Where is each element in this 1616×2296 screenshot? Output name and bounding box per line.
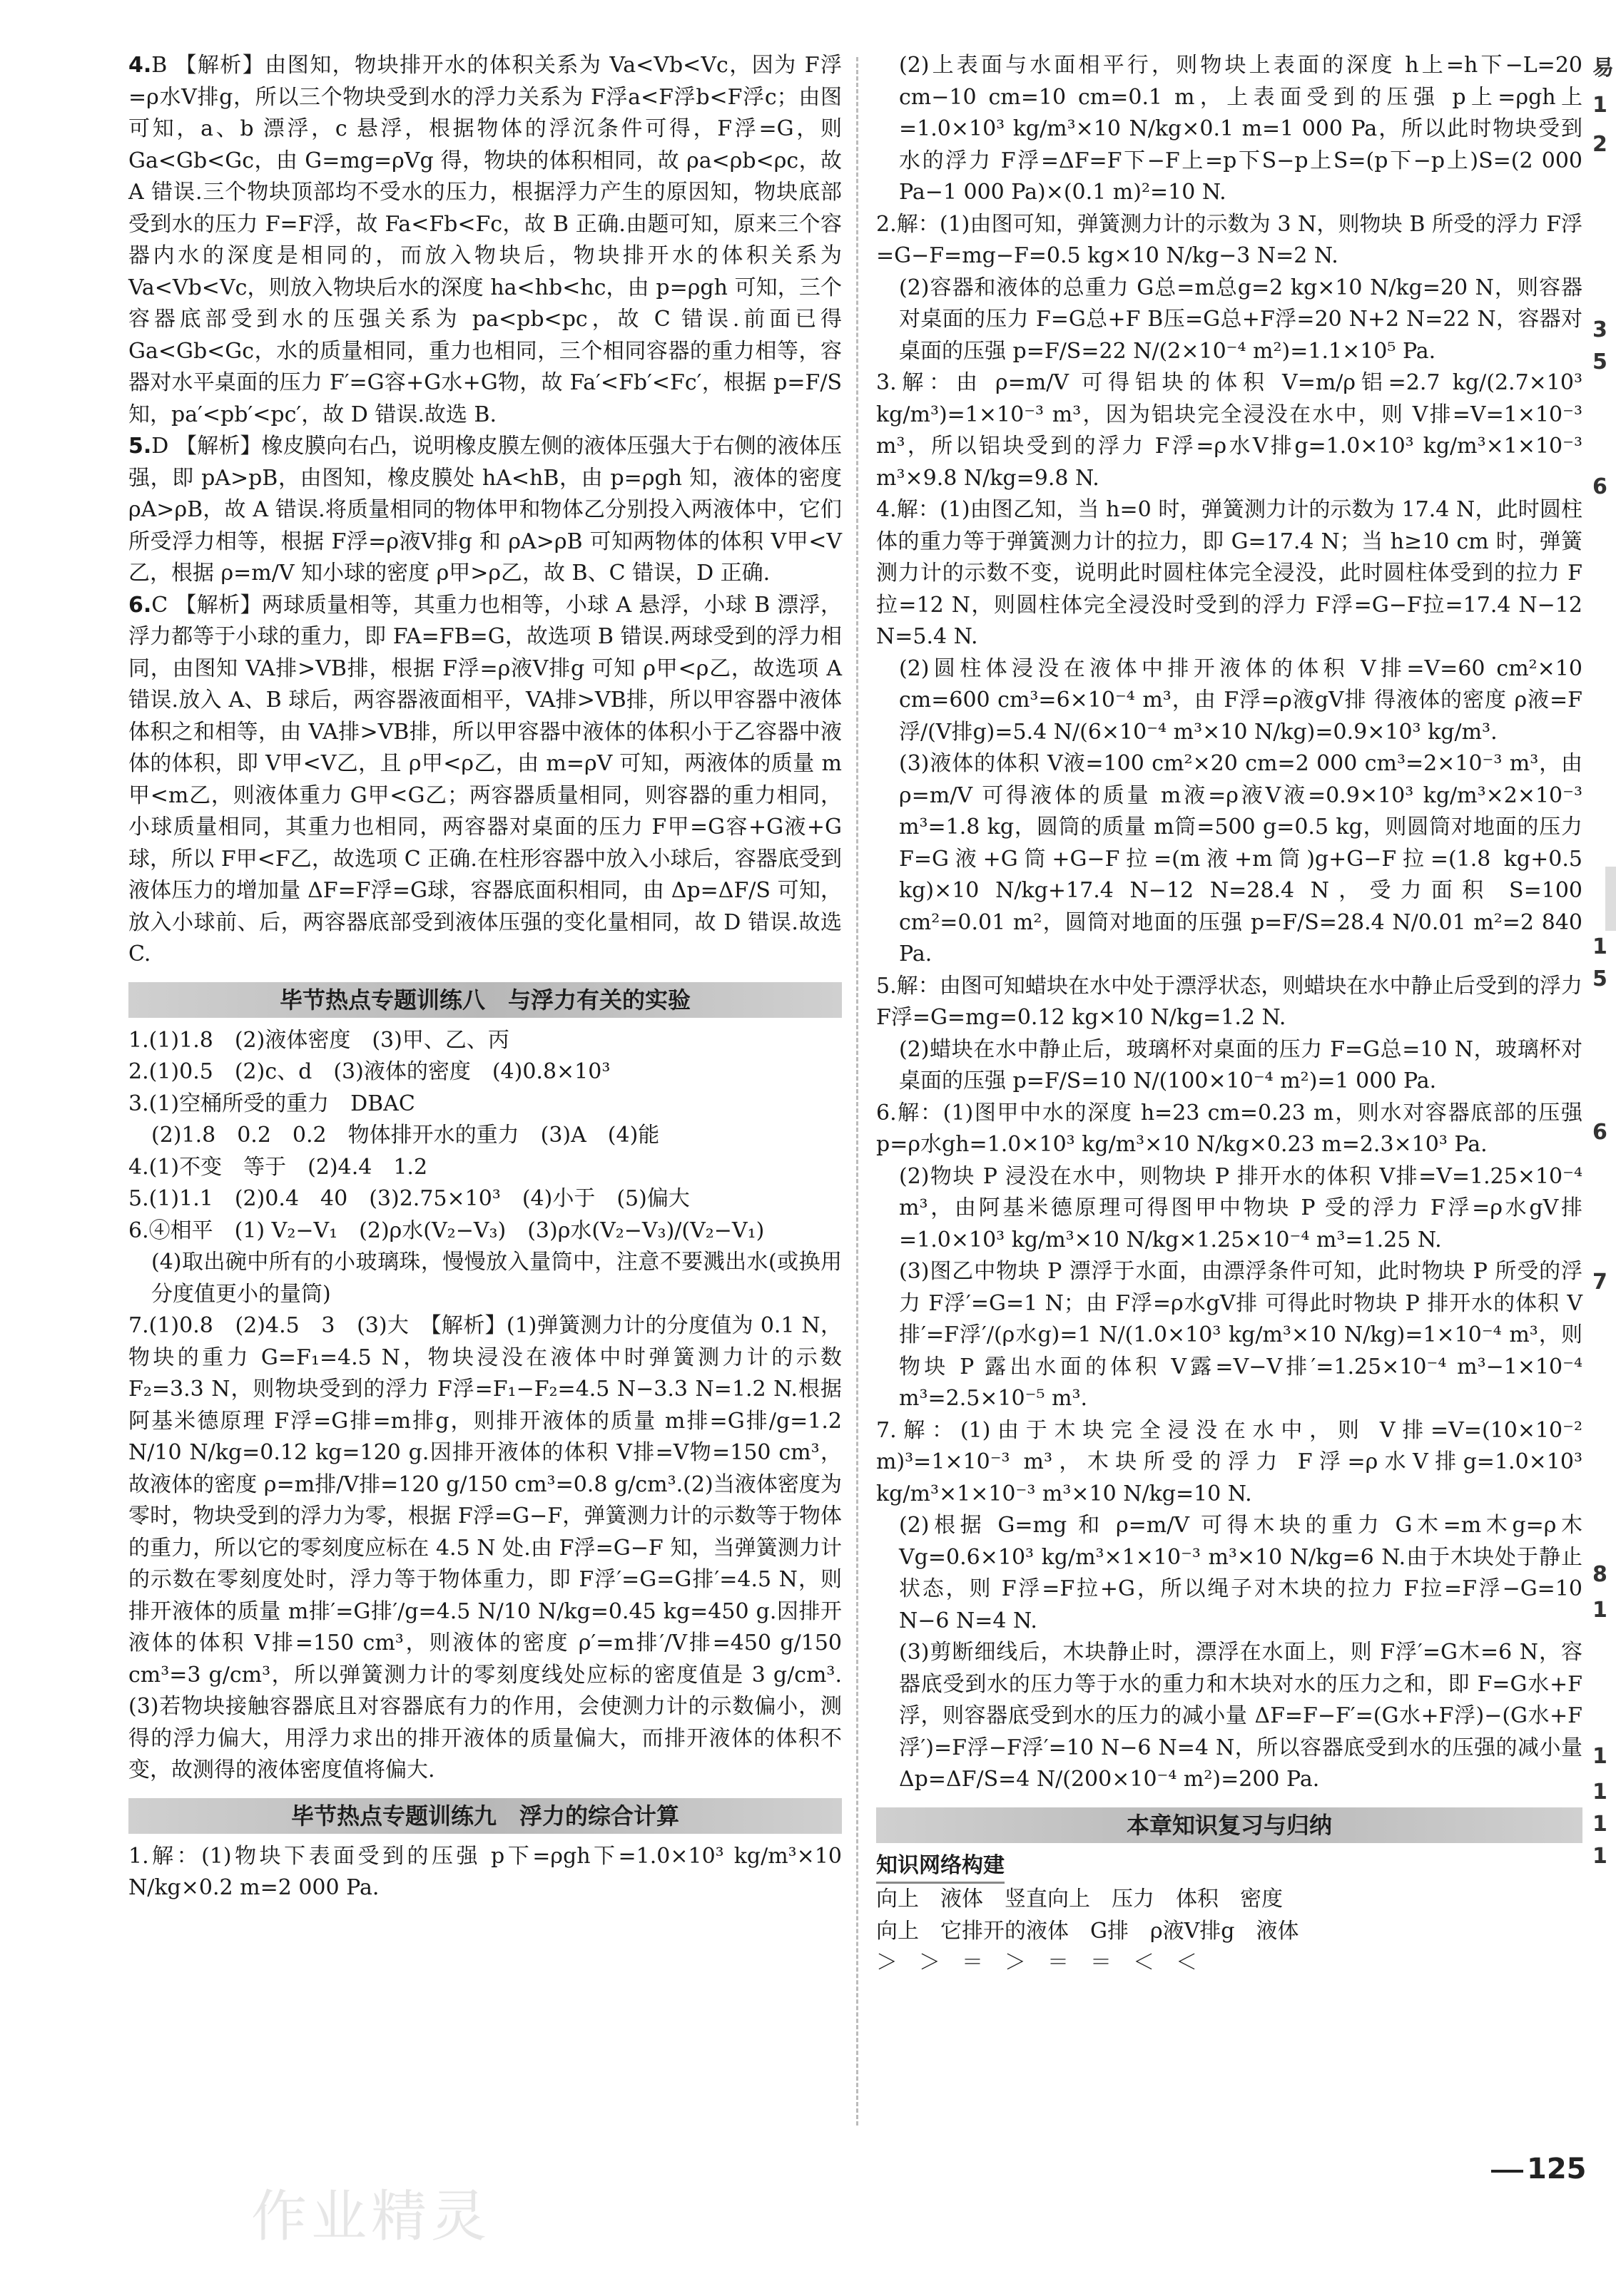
network-line-3: ＞ ＞ ＝ ＞ ＝ ＝ ＜ ＜: [876, 1950, 1197, 1975]
calc-answer-6a: 6.解：(1)图甲中水的深度 h=23 cm=0.23 m，则水对容器底部的压强 p=ρ水gh=1.0×10³ kg/m³×10 N/kg×0.23 m=2.3×10³ Pa.: [876, 1100, 1582, 1157]
edge-char: 5: [1592, 966, 1607, 991]
edge-char: 6: [1592, 474, 1607, 499]
edge-char: 1: [1592, 1780, 1607, 1805]
edge-char: 8: [1592, 1562, 1607, 1587]
calc-answer-7b: (2)根据 G=mg 和 ρ=m/V 可得木块的重力 G木=m木g=ρ木Vg=0.6×10³ kg/m³×1×10⁻³ m³×10 N/kg=6 N.由于木块处于静止状态，则 F浮=F拉+G，所以绳子对木块的拉力 F拉=F浮−G=10 N−6 N=4 N.: [899, 1513, 1582, 1633]
exp-answer-4: 4.(1)不变 等于 (2)4.4 1.2: [128, 1154, 428, 1180]
edge-char: 1: [1592, 1812, 1607, 1837]
edge-char: 1: [1592, 1844, 1607, 1869]
page-number-rule: [1491, 2170, 1523, 2173]
exp-answer-3b: (2)1.8 0.2 0.2 物体排开水的重力 (3)A (4)能: [151, 1123, 660, 1148]
calc-answer-6c: (3)图乙中物块 P 漂浮于水面，由漂浮条件可知，此时物块 P 所受的浮力 F浮′=G=1 N；由 F浮=ρ水gV排 可得此时物块 P 排开水的体积 V排′=F浮′/(ρ水g)=1 N/(1.0×10³ kg/m³×10 N/kg)=1×10⁻⁴ m³，则物块 P 露出水面的体积 V露=V−V排′=1.25×10⁻⁴ m³−1×10⁻⁴ m³=2.5×10⁻⁵ m³.: [899, 1259, 1582, 1411]
edge-char: 3: [1592, 317, 1607, 342]
calc-answer-7c: (3)剪断细线后，木块静止时，漂浮在水面上，则 F浮′=G木=6 N，容器底受到水的压力等于水的重力和木块对水的压力之和，即 F=G水+F浮，则容器底受到水的压力的减小量 ΔF=F−F′=(G水+F浮)−(G水+F浮′)=F浮−F浮′=10 N−6 N=4 N，所以容器底受到水的压强的减小量 Δp=ΔF/S=4 N/(200×10⁻⁴ m²)=200 Pa.: [899, 1640, 1582, 1792]
edge-char: 7: [1592, 1270, 1607, 1295]
column-divider: [856, 57, 858, 2126]
calc-answer-2b: (2)容器和液体的总重力 G总=m总g=2 kg×10 N/kg=20 N，则容器对桌面的压力 F=G总+F B压=G总+F浮=20 N+2 N=22 N，容器对桌面的压强 p=F/S=22 N/(2×10⁻⁴ m²)=1.1×10⁵ Pa.: [899, 275, 1582, 364]
page-number: 125: [1527, 2153, 1587, 2185]
exp-answer-6a: 6.④相平 (1) V₂−V₁ (2)ρ水(V₂−V₃) (3)ρ水(V₂−V₃)/(V₂−V₁): [128, 1218, 765, 1243]
edge-char: 2: [1592, 132, 1607, 157]
edge-char: 易: [1592, 56, 1614, 81]
edge-tab-marker: [1605, 867, 1616, 931]
section-banner-review: 本章知识复习与归纳: [876, 1807, 1582, 1843]
edge-char: 1: [1592, 934, 1607, 959]
exp-answer-3a: 3.(1)空桶所受的重力 DBAC: [128, 1091, 415, 1116]
calc-answer-2a: 2.解：(1)由图可知，弹簧测力计的示数为 3 N，则物块 B 所受的浮力 F浮=G−F=mg−F=0.5 kg×10 N/kg−3 N=2 N.: [876, 211, 1582, 268]
calc-answer-5b: (2)蜡块在水中静止后，玻璃杯对桌面的压力 F=G总=10 N，玻璃杯对桌面的压强 p=F/S=10 N/(100×10⁻⁴ m²)=1 000 Pa.: [899, 1036, 1582, 1093]
exp-answer-1: 1.(1)1.8 (2)液体密度 (3)甲、乙、丙: [128, 1027, 509, 1053]
edge-char: 6: [1592, 1120, 1607, 1145]
answer-4: 4.B 【解析】由图知，物块排开水的体积关系为 Va<Vb<Vc，因为 F浮=ρ水V排g，所以三个物块受到水的浮力关系为 F浮a<F浮b<F浮c；由图可知，a、b 漂浮，c 悬浮，根据物体的浮沉条件可得，F浮=G，则 Ga<Gb<Gc，由 G=mg=ρVg 得，物块的体积相同，故 ρa<ρb<ρc，故 A 错误.三个物块顶部均不受水的压力，根据浮力产生的原因知，物块底部受到水的压力 F=F浮，故 Fa<Fb<Fc，故 B 正确.由题可知，原来三个容器内水的深度是相同的，而放入物块后，物块排开水的体积关系为 Va<Vb<Vc，则放入物块后水的深度 ha<hb<hc，由 p=ρgh 可知，三个容器底部受到水的压强关系为 pa<pb<pc，故 C 错误.前面已得 Ga<Gb<Gc，水的质量相同，重力也相同，三个相同容器的重力相等，容器对水平桌面的压力 F′=G容+G水+G物，故 Fa′<Fb′<Fc′，根据 p=F/S 知，pa′<pb′<pc′，故 D 错误.故选 B.: [128, 53, 842, 427]
exp-answer-6b: (4)取出碗中所有的小玻璃珠，慢慢放入量筒中，注意不要溅出水(或换用分度值更小的量筒): [151, 1250, 842, 1307]
section-banner-8: 毕节热点专题训练八 与浮力有关的实验: [128, 982, 842, 1018]
left-column: [128, 50, 842, 1904]
network-line-2: 向上 它排开的液体 G排 ρ液V排g 液体: [876, 1918, 1299, 1944]
answer-6: 6.C 【解析】两球质量相等，其重力也相等，小球 A 悬浮，小球 B 漂浮，浮力都等于小球的重力，即 FA=FB=G，故选项 B 错误.两球受到的浮力相同，由图知 VA排>VB排，根据 F浮=ρ液V排g 可知 ρ甲<ρ乙，故选项 A 错误.放入 A、B 球后，两容器液面相平，VA排>VB排，所以甲容器中液体体积之和相等，由 VA排>VB排，所以甲容器中液体的体积小于乙容器中液体的体积，即 V甲<V乙，且 ρ甲<ρ乙，由 m=ρV 可知，两液体的质量 m甲<m乙，则液体重力 G甲<G乙；两容器质量相同，则容器的重力相同，小球质量相同，其重力也相同，两容器对桌面的压力 F甲=G容+G液+G球，所以 F甲<F乙，故选项 C 正确.在柱形容器中放入小球后，容器底受到液体压力的增加量 ΔF=F浮=G球，容器底面积相同，由 Δp=ΔF/S 可知，放入小球前、后，两容器底部受到液体压强的变化量相同，故 D 错误.故选 C.: [128, 592, 842, 966]
calc-answer-7a: 7.解：(1)由于木块完全浸没在水中，则 V排=V=(10×10⁻² m)³=1×10⁻³ m³，木块所受的浮力 F浮=ρ水V排g=1.0×10³ kg/m³×1×10⁻³ m³×10 N/kg=10 N.: [876, 1417, 1582, 1506]
calc-answer-1b: (2)上表面与水面相平行，则物块上表面的深度 h上=h下−L=20 cm−10 cm=10 cm=0.1 m，上表面受到的压强 p上=ρgh上=1.0×10³ kg/m³×10 N/kg×0.1 m=1 000 Pa，所以此时物块受到水的浮力 F浮=ΔF=F下−F上=p下S−p上S=(p下−p上)S=(2 000 Pa−1 000 Pa)×(0.1 m)²=10 N.: [899, 53, 1582, 205]
watermark: 作业精灵: [251, 2185, 492, 2249]
calc-answer-4a: 4.解：(1)由图乙知，当 h=0 时，弹簧测力计的示数为 17.4 N，此时圆柱体的重力等于弹簧测力计的拉力，即 G=17.4 N；当 h≥10 cm 时，弹簧测力计的示数不变，说明此时圆柱体完全浸没，此时圆柱体受到的拉力 F拉=12 N，则圆柱体完全浸没时受到的浮力 F浮=G−F拉=17.4 N−12 N=5.4 N.: [876, 497, 1582, 649]
calc-answer-3: 3.解：由 ρ=m/V 可得铝块的体积 V=m/ρ铝=2.7 kg/(2.7×10³ kg/m³)=1×10⁻³ m³，因为铝块完全浸没在水中，则 V排=V=1×10⁻³ m³，所以铝块受到的浮力 F浮=ρ水V排g=1.0×10³ kg/m³×1×10⁻³ m³×9.8 N/kg=9.8 N.: [876, 370, 1582, 491]
calc-answer-1a: 1.解：(1)物块下表面受到的压强 p下=ρgh下=1.0×10³ kg/m³×10 N/kg×0.2 m=2 000 Pa.: [128, 1843, 842, 1900]
right-column: [876, 50, 1582, 1979]
exp-answer-7: 7.(1)0.8 (2)4.5 3 (3)大 【解析】(1)弹簧测力计的分度值为 0.1 N，物块的重力 G=F₁=4.5 N，物块浸没在液体中时弹簧测力计的示数 F₂=3.3 N，则物块受到的浮力 F浮=F₁−F₂=4.5 N−3.3 N=1.2 N.根据阿基米德原理 F浮=G排=m排g，则排开液体的质量 m排=G排/g=1.2 N/10 N/kg=0.12 kg=120 g.因排开液体的体积 V排=V物=150 cm³，故液体的密度 ρ=m排/V排=120 g/150 cm³=0.8 g/cm³.(2)当液体密度为零时，物块受到的浮力为零，根据 F浮=G−F，弹簧测力计的示数等于物体的重力，所以它的零刻度应标在 4.5 N 处.由 F浮=G−F 知，当弹簧测力计的示数在零刻度处时，浮力等于物体重力，即 F浮′=G=G排′=4.5 N，则排开液体的质量 m排′=G排′/g=4.5 N/10 N/kg=0.45 kg=450 g.因排开液体的体积 V排=150 cm³，则液体的密度 ρ′=m排′/V排=450 g/150 cm³=3 g/cm³，所以弹簧测力计的零刻度线处应标的密度值是 3 g/cm³.(3)若物块接触容器底且对容器底有力的作用，会使测力计的示数偏小，测得的浮力偏大，用浮力求出的排开液体的质量偏大，而排开液体的体积不变，故测得的液体密度值将偏大.: [128, 1313, 842, 1782]
calc-answer-5a: 5.解：由图可知蜡块在水中处于漂浮状态，则蜡块在水中静止后受到的浮力 F浮=G=mg=0.12 kg×10 N/kg=1.2 N.: [876, 973, 1582, 1030]
calc-answer-4c: (3)液体的体积 V液=100 cm²×20 cm=2 000 cm³=2×10⁻³ m³，由 ρ=m/V 可得液体的质量 m液=ρ液V液=0.9×10³ kg/m³×2×10⁻³ m³=1.8 kg，圆筒的质量 m筒=500 g=0.5 kg，则圆筒对地面的压力 F=G液+G筒+G−F拉=(m液+m筒)g+G−F拉=(1.8 kg+0.5 kg)×10 N/kg+17.4 N−12 N=28.4 N，受力面积 S=100 cm²=0.01 m²，圆筒对地面的压强 p=F/S=28.4 N/0.01 m²=2 840 Pa.: [899, 751, 1582, 966]
knowledge-network-heading: 知识网络构建: [876, 1850, 1005, 1884]
edge-char: 1: [1592, 1744, 1607, 1769]
calc-answer-6b: (2)物块 P 浸没在水中，则物块 P 排开水的体积 V排=V=1.25×10⁻⁴ m³，由阿基米德原理可得图甲中物块 P 受的浮力 F浮=ρ水gV排=1.0×10³ kg/m³×10 N/kg×1.25×10⁻⁴ m³=1.25 N.: [899, 1163, 1582, 1252]
edge-char: 1: [1592, 1598, 1607, 1623]
network-line-1: 向上 液体 竖直向上 压力 体积 密度: [876, 1887, 1283, 1912]
section-banner-9: 毕节热点专题训练九 浮力的综合计算: [128, 1798, 842, 1834]
calc-answer-4b: (2)圆柱体浸没在液体中排开液体的体积 V排=V=60 cm²×10 cm=600 cm³=6×10⁻⁴ m³，由 F浮=ρ液gV排 得液体的密度 ρ液=F浮/(V排g)=5.4 N/(6×10⁻⁴ m³×10 N/kg)=0.9×10³ kg/m³.: [899, 655, 1582, 745]
answer-5: 5.D 【解析】橡皮膜向右凸，说明橡皮膜左侧的液体压强大于右侧的液体压强，即 pA>pB，由图知，橡皮膜处 hA<hB，由 p=ρgh 知，液体的密度 ρA>ρB，故 A 错误.将质量相同的物体甲和物体乙分别投入两液体中，它们所受浮力相等，根据 F浮=ρ液V排g 和 ρA>ρB 可知两物体的体积 V甲<V乙，根据 ρ=m/V 知小球的密度 ρ甲>ρ乙，故 B、C 错误，D 正确.: [128, 434, 842, 586]
edge-char: 5: [1592, 349, 1607, 374]
exp-answer-2: 2.(1)0.5 (2)c、d (3)液体的密度 (4)0.8×10³: [128, 1059, 611, 1084]
edge-char: 1: [1592, 93, 1607, 118]
exp-answer-5: 5.(1)1.1 (2)0.4 40 (3)2.75×10³ (4)小于 (5)偏大: [128, 1186, 690, 1211]
